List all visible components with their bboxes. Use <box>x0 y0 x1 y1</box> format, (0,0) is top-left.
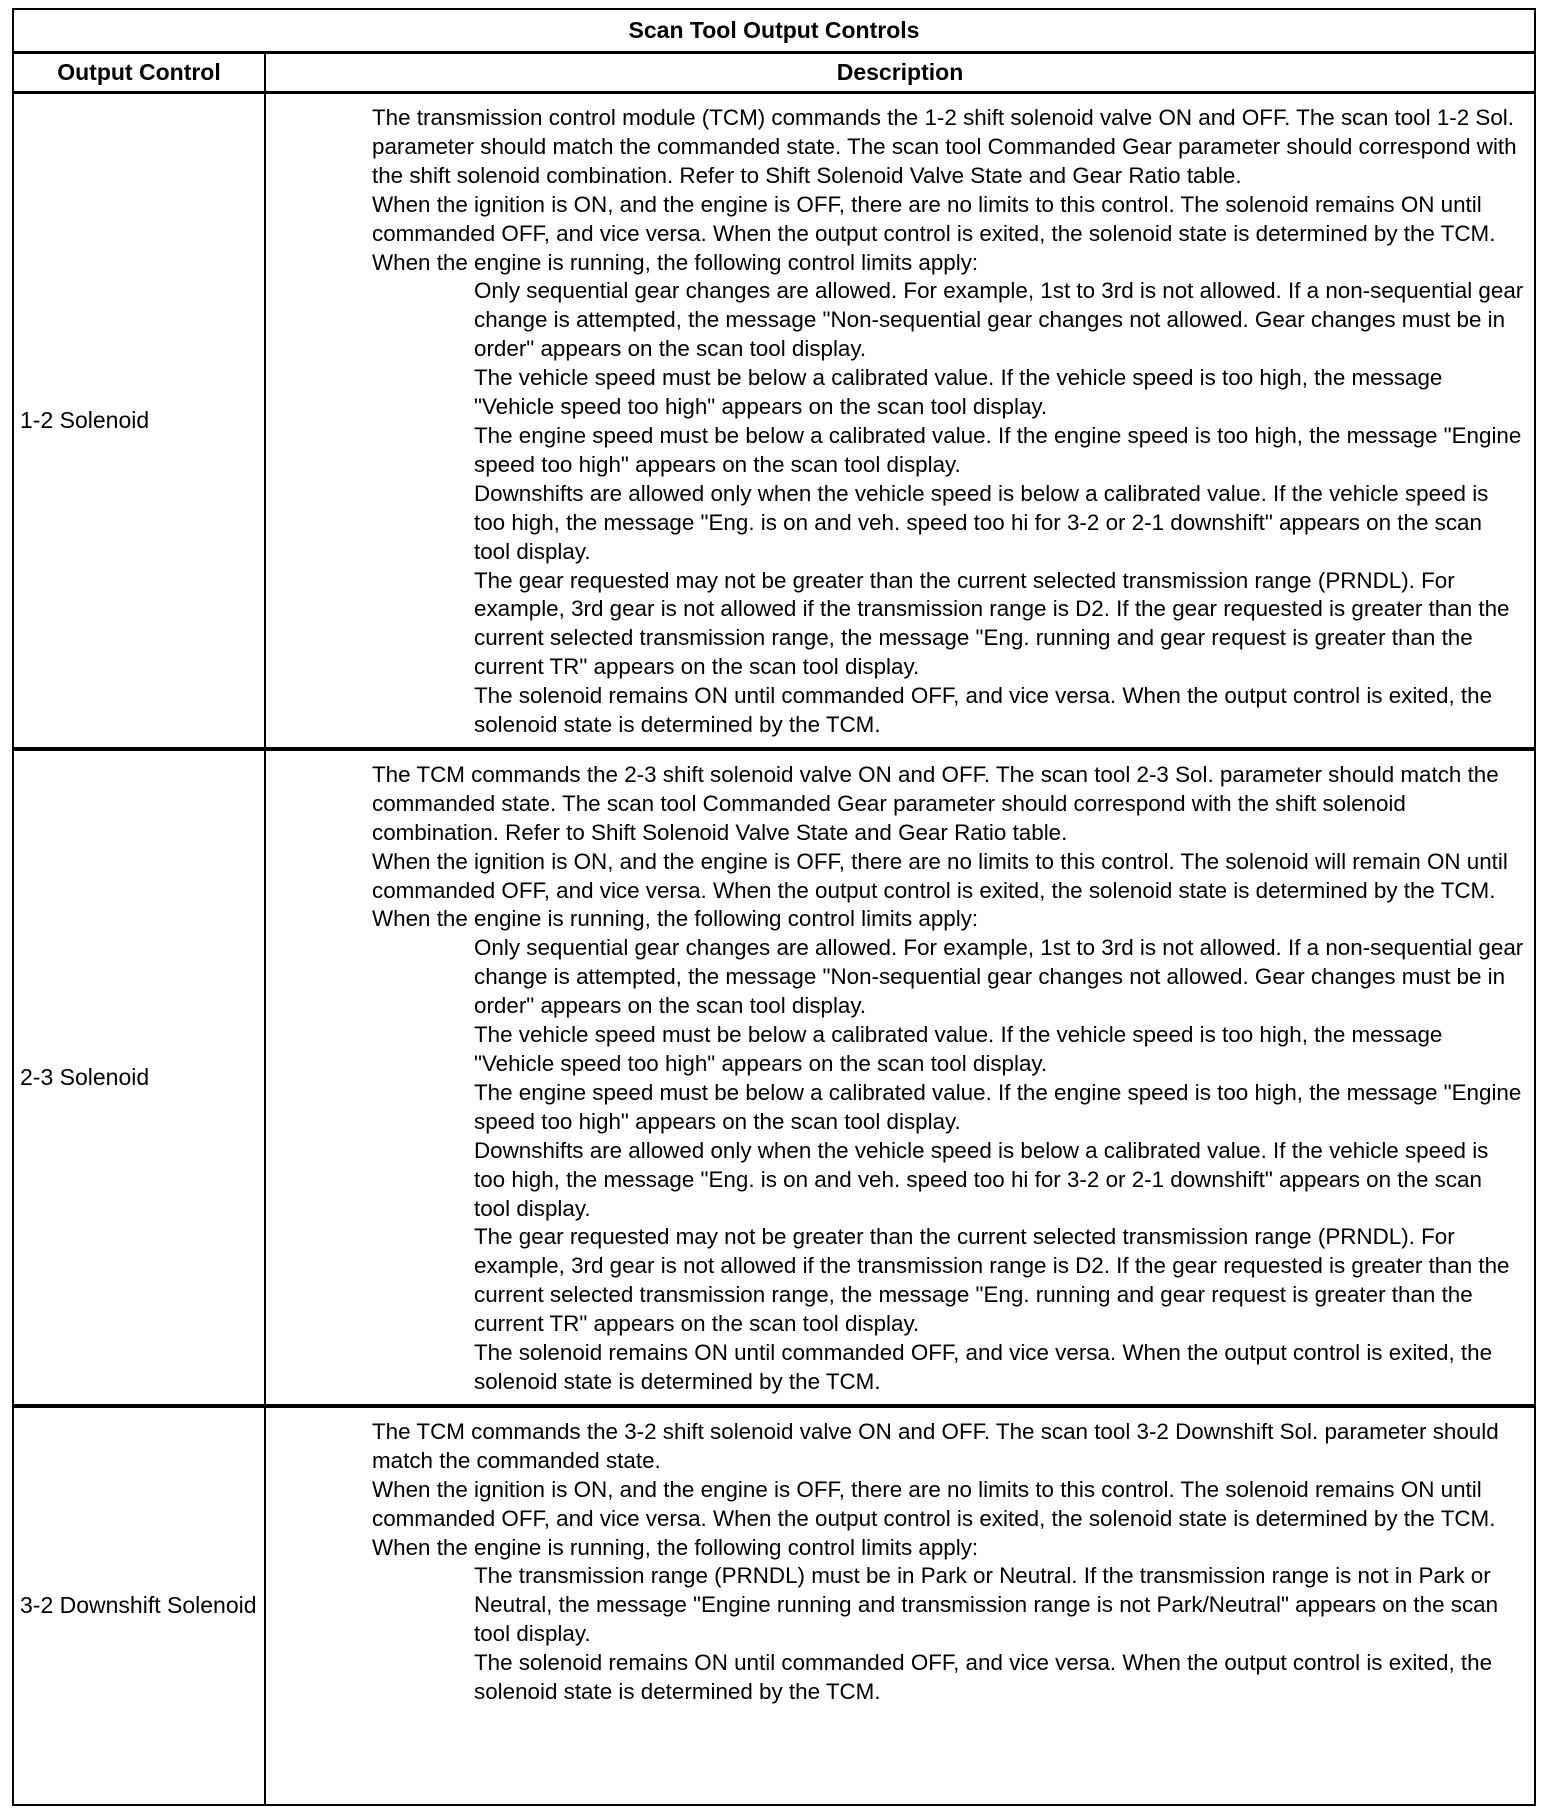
control-limit: The solenoid remains ON until commanded OFF, and vice versa. When the output control is exited, the solenoid state is determined by the TCM. <box>474 1650 1493 1705</box>
control-limit: The gear requested may not be greater than the current selected transmission range (PRNDL). For example, 3rd gear is not allowed if the transmission range is D2. If the gear requested is greater than the current selected transmission range, the message "Eng. running and gear request is greater than the current TR" appears on the scan tool display. <box>474 1224 1510 1337</box>
control-limit: The solenoid remains ON until commanded OFF, and vice versa. When the output control is exited, the solenoid state is determined by the TCM. <box>474 1340 1493 1394</box>
control-limit: The vehicle speed must be below a calibrated value. If the vehicle speed is too high, the message "Vehicle speed too high" appears on the scan tool display. <box>474 1022 1443 1076</box>
control-limit: The engine speed must be below a calibrated value. If the engine speed is too high, the message "Engine speed too high" appears on the scan tool display. <box>474 1079 1522 1134</box>
description-intro: The TCM commands the 3-2 shift solenoid valve ON and OFF. The scan tool 3-2 Downshift Sol. parameter should match the commanded state. <box>372 1418 1499 1473</box>
control-limit: Only sequential gear changes are allowed. For example, 1st to 3rd is not allowed. If a non-sequential gear change is attempted, the message "Non-sequential gear changes not allowed. Gear changes must be in order" appears on the scan tool display. <box>474 935 1524 1019</box>
control-limit: The transmission range (PRNDL) must be in Park or Neutral. If the transmission range is not in Park or Neutral, the message "Engine running and transmission range is not Park/Neutral" appears on the scan tool display. <box>474 1563 1499 1647</box>
control-limit: Downshifts are allowed only when the vehicle speed is below a calibrated value. If the vehicle speed is too high, the message "Eng. is on and veh. speed too hi for 3-2 or 2-1 downshift" appears on the scan tool display. <box>474 480 1489 564</box>
output-control-name: 1-2 Solenoid <box>13 93 265 749</box>
description-cell <box>265 749 1535 1406</box>
control-limit: Downshifts are allowed only when the vehicle speed is below a calibrated value. If the vehicle speed is too high, the message "Eng. is on and veh. speed too hi for 3-2 or 2-1 downshift" appears on the scan tool display. <box>474 1137 1489 1221</box>
description-running: When the engine is running, the following control limits apply: <box>372 1534 979 1560</box>
control-limit: The solenoid remains ON until commanded OFF, and vice versa. When the output control is exited, the solenoid state is determined by the TCM. <box>474 683 1493 738</box>
table-row <box>13 93 1535 749</box>
column-header-output-control: Output Control <box>13 53 265 93</box>
description-ignition: When the ignition is ON, and the engine is OFF, there are no limits to this control. The solenoid will remain ON until commanded OFF, and vice versa. When the output control is exited, the solenoid state is determined by the TCM. <box>372 848 1508 903</box>
control-limit: The engine speed must be below a calibrated value. If the engine speed is too high, the message "Engine speed too high" appears on the scan tool display. <box>474 422 1522 477</box>
control-limit: Only sequential gear changes are allowed. For example, 1st to 3rd is not allowed. If a non-sequential gear change is attempted, the message "Non-sequential gear changes not allowed. Gear changes must be in order" appears on the scan tool display. <box>474 278 1524 362</box>
description-ignition: When the ignition is ON, and the engine is OFF, there are no limits to this control. The solenoid remains ON until commanded OFF, and vice versa. When the output control is exited, the solenoid state is determined by the TCM. <box>372 191 1496 246</box>
output-controls-table <box>12 8 1536 1806</box>
table-title: Scan Tool Output Controls <box>13 9 1535 53</box>
control-limit: The gear requested may not be greater than the current selected transmission range (PRNDL). For example, 3rd gear is not allowed if the transmission range is D2. If the gear requested is greater than the current selected transmission range, the message "Eng. running and gear request is greater than the current TR" appears on the scan tool display. <box>474 567 1510 680</box>
description-cell <box>265 93 1535 749</box>
output-control-name: 2-3 Solenoid <box>13 749 265 1406</box>
description-cell <box>265 1406 1535 1805</box>
output-control-name: 3-2 Downshift Solenoid <box>13 1406 265 1805</box>
table-row <box>13 749 1535 1406</box>
description-intro: The transmission control module (TCM) commands the 1-2 shift solenoid valve ON and OFF. The scan tool 1-2 Sol. parameter should match the commanded state. The scan tool Commanded Gear parameter should correspond with the shift solenoid combination. Refer to Shift Solenoid Valve State and Gear Ratio table. <box>372 105 1517 188</box>
description-intro: The TCM commands the 2-3 shift solenoid valve ON and OFF. The scan tool 2-3 Sol. parameter should match the commanded state. The scan tool Commanded Gear parameter should correspond with the shift solenoid combination. Refer to Shift Solenoid Valve State and Gear Ratio table. <box>372 761 1499 845</box>
description-running: When the engine is running, the following control limits apply: <box>372 249 979 275</box>
control-limit: The vehicle speed must be below a calibrated value. If the vehicle speed is too high, the message "Vehicle speed too high" appears on the scan tool display. <box>474 365 1443 420</box>
description-ignition: When the ignition is ON, and the engine is OFF, there are no limits to this control. The solenoid remains ON until commanded OFF, and vice versa. When the output control is exited, the solenoid state is determined by the TCM. <box>372 1476 1496 1531</box>
table-row <box>13 1406 1535 1805</box>
column-header-description: Description <box>265 53 1535 93</box>
description-running: When the engine is running, the following control limits apply: <box>372 906 979 932</box>
